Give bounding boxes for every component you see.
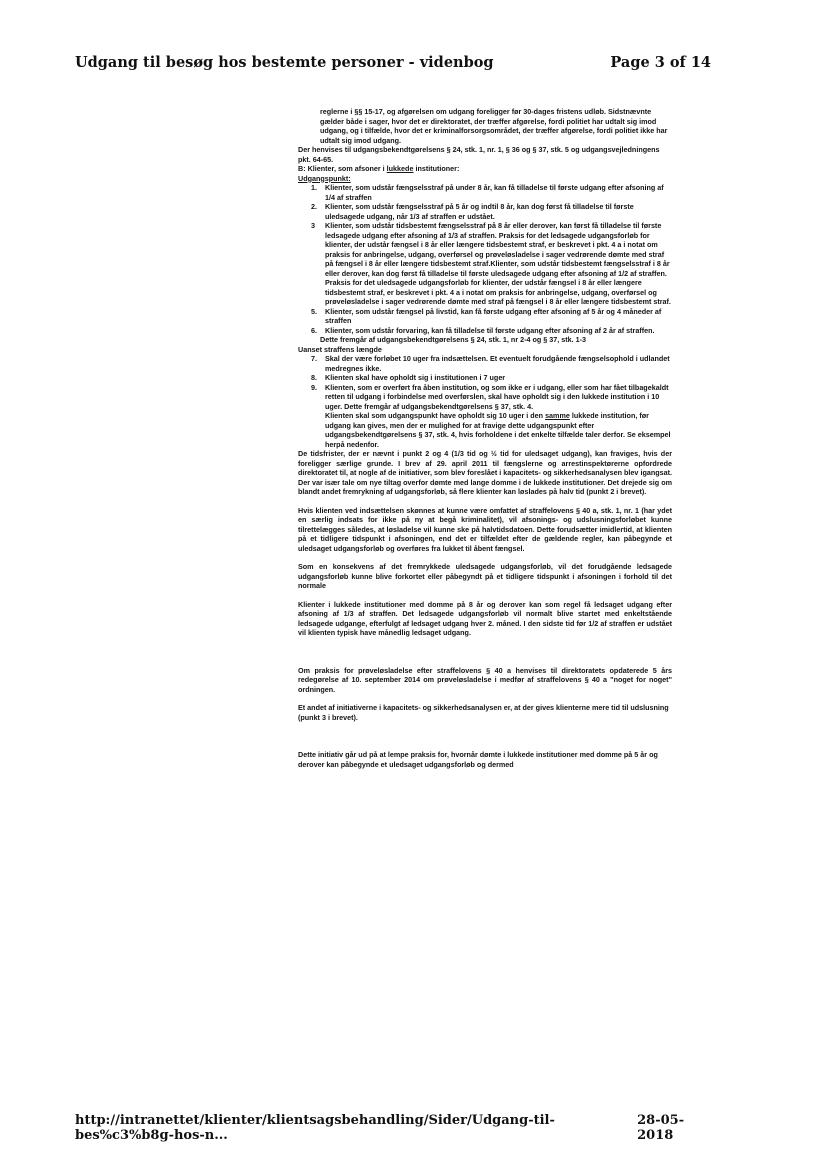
document-title: Udgang til besøg hos bestemte personer - videnbog (75, 54, 494, 71)
list-item-text: Skal der være forløbet 10 uger fra indsættelsen. Et eventuelt forudgående fængselsophold i udlandet medregnes ikke. (325, 354, 670, 373)
paragraph-probation: Om praksis for prøveløsladelse efter straffelovens § 40 a henvises til direktoratets opdaterede 5 års redegørelse af 10. september 2014 om prøveløsladelse i medfør af straffelovens § 40 a "noget for noget" ordningen. (298, 665, 672, 694)
list-item-text: Klienter, som udstår fængsel på livstid, kan få første udgang efter afsoning af 5 år og 4 måneder af straffen (325, 306, 662, 325)
paragraph-40a: Hvis klienten ved indsættelsen skønnes at kunne være omfattet af straffelovens § 40 a, stk. 1, nr. 1 (har ydet en særlig indsats for ikke på ny at begå kriminalitet), vil afsonings- og udslusningsforløbet kunne tilrettelægges således, at løsladelse vil kunne ske på halvtidsdatoen. Dette forudsætter imidlertid, at klienten på et tidligere tidspunkt i afsoningen, end det er tilfældet efter de gældende regler, kan påbegynde et uledsaget udgangsforløb og overføres fra lukket til åbent fængsel. (298, 505, 672, 553)
list-item-number: 8. (311, 373, 317, 382)
list-item-number: 6. (311, 325, 317, 335)
paragraph-deadlines: De tidsfrister, der er nævnt i punkt 2 og 4 (1/3 tid og ½ tid for uledsaget udgang), kan fraviges, hvis der foreligger særlige grunde. I brev af 29. april 2011 til fængslerne og arrestinspektørerne opfordrede direktoratet til, at nogle af de initiativer, som blev foreslået i kapacitets- og sikkerhedsanalysen blev igangsat. Der var især tale om nye tiltag overfor dømte med lange domme i de lukkede institutioner. Det drejede sig om blandt andet fremrykning af udgangsforløb, så flere klienter kan løslades på halv tid (punkt 2 i brevet). (298, 449, 672, 496)
same-pre: Klienten skal som udgangspunkt have opholdt sig 10 uger i den (325, 411, 546, 420)
list-item (298, 326, 672, 336)
section-b-underlined: lukkede (386, 164, 414, 173)
list-item-number: 1. (311, 183, 317, 192)
list-item (298, 307, 672, 326)
intro-continuation: reglerne i §§ 15-17, og afgørelsen om udgang foreligger før 30-dages fristens udløb. Sidstnævnte gælder både i sager, hvor det er direktoratet, der træffer afgørelse, fordi politiet har udtalt sig imod udgang, og i tilfælde, hvor det er kriminalforsorgsområdet, der træffer afgørelse, fordi politiet ikke har udtalt sig imod udgang. (320, 107, 668, 145)
regardless-heading: Uanset straffens længde (298, 344, 382, 354)
list-item (298, 202, 672, 221)
document-body (298, 107, 672, 769)
list-item (298, 221, 672, 307)
section-b-heading (298, 164, 672, 174)
list-item-text: Klienter, som udstår fængselsstraf på 5 år og indtil 8 år, kan dog først få tilladelse til første uledsagede udgang, når 1/3 af straffen er udstået. (325, 202, 634, 221)
paragraph-consequence: Som en konsekvens af det fremrykkede uledsagede udgangsforløb, vil det forudgående ledsagede udgangsforløb kunne blive forkortet eller påbegyndt på et tidligere tidspunkt i afsoningen i forhold til det normale (298, 562, 672, 590)
paragraph-closed-institutions: Klienter i lukkede institutioner med domme på 8 år og derover kan som regel få ledsaget udgang efter afsoning af 1/3 af straffen. Det ledsagede udgangsforløb vil normalt blive startet med enkeltstående ledsagede udgange, efterfulgt af ledsaget udgang hver 2. måned. I den sidste tid før 1/2 af straffen er udstået vil klienten typisk have månedlig ledsaget udgang. (298, 599, 672, 637)
reference-paragraph: Der henvises til udgangsbekendtgørelsens § 24, stk. 1, nr. 1, § 36 og § 37, stk. 5 og udgangsvejledningens pkt. 64-65. (298, 145, 660, 164)
list-item (298, 354, 672, 373)
list-item-text: Klienten, som er overført fra åben institution, og som ikke er i udgang, eller som har fået tilbagekaldt retten til udgang i forbindelse med overførslen, skal have opholdt sig i den lukkede institution i 10 uger. Dette fremgår af udgangsbekendtgørelsens § 37, stk. 4. (325, 382, 669, 411)
list-item-number: 2. (311, 202, 317, 211)
list-item-text: Klienten skal have opholdt sig i institutionen i 7 uger (325, 373, 506, 382)
list-item-text: Klienter, som udstår tidsbestemt fængselsstraf på 8 år eller derover, kan først få tilladelse til første ledsagede udgang efter afsoning af 1/3 af straffen. Praksis for det ledsagede udgangsforløb for klienter, der udstår fængsel i 8 år eller længere tidsbestemt straf, er beskrevet i pkt. 4 a i notat om praksis for anbringelse, udgang, overførsel og prøveløsladelse i sager vedrørende dømte med straf på fængsel i 8 år eller længere tidsbestemt straf.Klienter, som udstår tidsbestemt fængselsstraf i 8 år eller derover, kan dog først få tilladelse til første uledsagede udgang efter afsoning af 1/2 af straffen. Praksis for det uledsagede udgangsforløb for klienter, der udstår fængsel i 8 år eller længere tidsbestemt straf, er beskrevet i pkt. 4 a i notat om praksis for anbringelse, udgang, overførsel og prøveløsladelse i sager vedrørende dømte med straf på fængsel i 8 år eller længere tidsbestemt straf. (325, 221, 671, 306)
list-item (298, 183, 672, 202)
print-date: 28-05-2018 (637, 1113, 685, 1143)
list-item-number: 5. (311, 306, 317, 316)
list-item-text: Klienter, som udstår fængselsstraf på under 8 år, kan få tilladelse til første udgang efter afsoning af 1/4 af straffen (325, 183, 664, 202)
list-item-number: 9. (311, 382, 317, 392)
list-item (298, 373, 672, 383)
section-b-suffix: institutioner: (413, 164, 460, 173)
list-item-number: 7. (311, 354, 317, 363)
startpoint-list (298, 183, 672, 335)
same-post: lukkede institution, før udgang kan gives, men der er mulighed for at fravige dette udgangspunkt efter udgangsbekendtgørelsens § 37, stk. 4, hvis forholdene i det enkelte tilfælde taler derfor. Se eksempel herpå nedenfor. (325, 411, 671, 449)
page-url: http://intranettet/klienter/klientsagsbehandling/Sider/Udgang-til-bes%c3%b8g-hos-n... (75, 1113, 555, 1143)
page-header (75, 54, 711, 71)
page-number: Page 3 of 14 (610, 54, 711, 71)
list-item-number: 3 (311, 221, 315, 230)
page-footer (75, 1113, 711, 1143)
paragraph-initiative-detail: Dette initiativ går ud på at lempe praksis for, hvornår dømte i lukkede institutioner med domme på 5 år og derover kan påbegynde et uledsaget udgangsforløb og dermed (298, 750, 658, 769)
list-item (298, 383, 672, 412)
startpoint-heading: Udgangspunkt: (298, 173, 351, 183)
paragraph-initiatives: Et andet af initiativerne i kapacitets- og sikkerhedsanalysen er, at der gives klienterne mere tid til udslusning (punkt 3 i brevet). (298, 703, 669, 722)
reference-paragraph-2: Dette fremgår af udgangsbekendtgørelsens § 24, stk. 1, nr 2-4 og § 37, stk. 1-3 (320, 335, 587, 344)
regardless-list (298, 354, 672, 411)
same-underlined: samme (545, 411, 570, 420)
section-b-prefix: B: Klienter, som afsoner i (298, 164, 387, 173)
list-item-text: Klienter, som udstår forvaring, kan få tilladelse til første udgang efter afsoning af 2 år af straffen. (325, 325, 655, 335)
same-institution-paragraph (298, 411, 672, 449)
